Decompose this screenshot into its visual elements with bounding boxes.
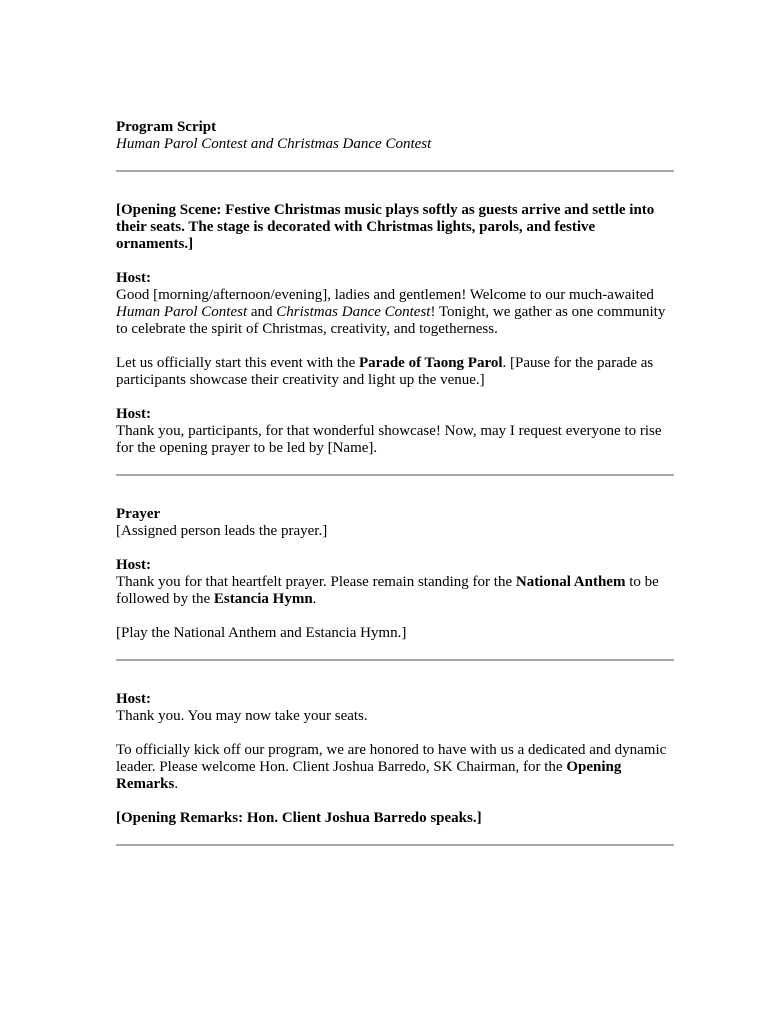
kickoff-paragraph	[116, 742, 674, 793]
host-label: Host:	[116, 406, 151, 422]
host-seats-text: Thank you. You may now take your seats.	[116, 708, 368, 724]
parade-text: Let us officially start this event with the	[116, 355, 360, 371]
kickoff-text: To officially kick off our program, we are honored to have with us a dedicated and dynamic leader. Please welcome Hon. Client Joshua Barredo, SK Chairman, for the	[116, 742, 667, 775]
host-anthem-text: Thank you for that heartfelt prayer. Please remain standing for the	[116, 574, 516, 590]
host-prayer-request: Thank you, participants, for that wonderful showcase! Now, may I request everyone to rise for the opening prayer to be led by [Name].	[116, 423, 662, 456]
parade-name: Parade of Taong Parol	[359, 355, 503, 371]
period: .	[312, 591, 317, 607]
period: .	[174, 776, 179, 792]
document-title: Program Script	[116, 119, 217, 135]
opening-remarks-cue: [Opening Remarks: Hon. Client Joshua Barredo speaks.]	[116, 810, 482, 826]
parade-text-end: . [Pause for the parade as participants showcase their creativity and light up the venue.]	[116, 355, 654, 388]
document-page	[116, 119, 674, 846]
host-welcome-text: Good [morning/afternoon/evening], ladies and gentlemen! Welcome to our much-awaited	[116, 287, 654, 303]
section-divider	[116, 844, 674, 846]
prayer-label: Prayer	[116, 506, 161, 522]
estancia-hymn: Estancia Hymn	[213, 591, 313, 607]
opening-scene-cue: [Opening Scene: Festive Christmas music plays softly as guests arrive and settle into their seats. The stage is decorated with Christmas lights, parols, and festive ornaments.]	[116, 202, 655, 252]
host-welcome-paragraph	[116, 287, 674, 338]
event-name-dance: Christmas Dance Contest	[276, 304, 431, 320]
host-welcome-text-end: ! Tonight, we gather as one community to celebrate the spirit of Christmas, creativity, and togetherness.	[116, 304, 666, 337]
play-anthem-cue: [Play the National Anthem and Estancia Hymn.]	[116, 625, 407, 641]
document-subtitle: Human Parol Contest and Christmas Dance Contest	[116, 136, 432, 152]
host-anthem-paragraph	[116, 574, 674, 608]
prayer-cue: [Assigned person leads the prayer.]	[116, 523, 328, 539]
opening-remarks: Opening Remarks	[116, 759, 622, 792]
host-label: Host:	[116, 270, 151, 286]
connector-text: and	[247, 304, 277, 320]
host-label: Host:	[116, 691, 151, 707]
parade-paragraph	[116, 355, 674, 389]
connector-text: to be followed by the	[116, 574, 659, 607]
national-anthem: National Anthem	[515, 574, 626, 590]
event-name-parol: Human Parol Contest	[116, 304, 248, 320]
host-label: Host:	[116, 557, 151, 573]
